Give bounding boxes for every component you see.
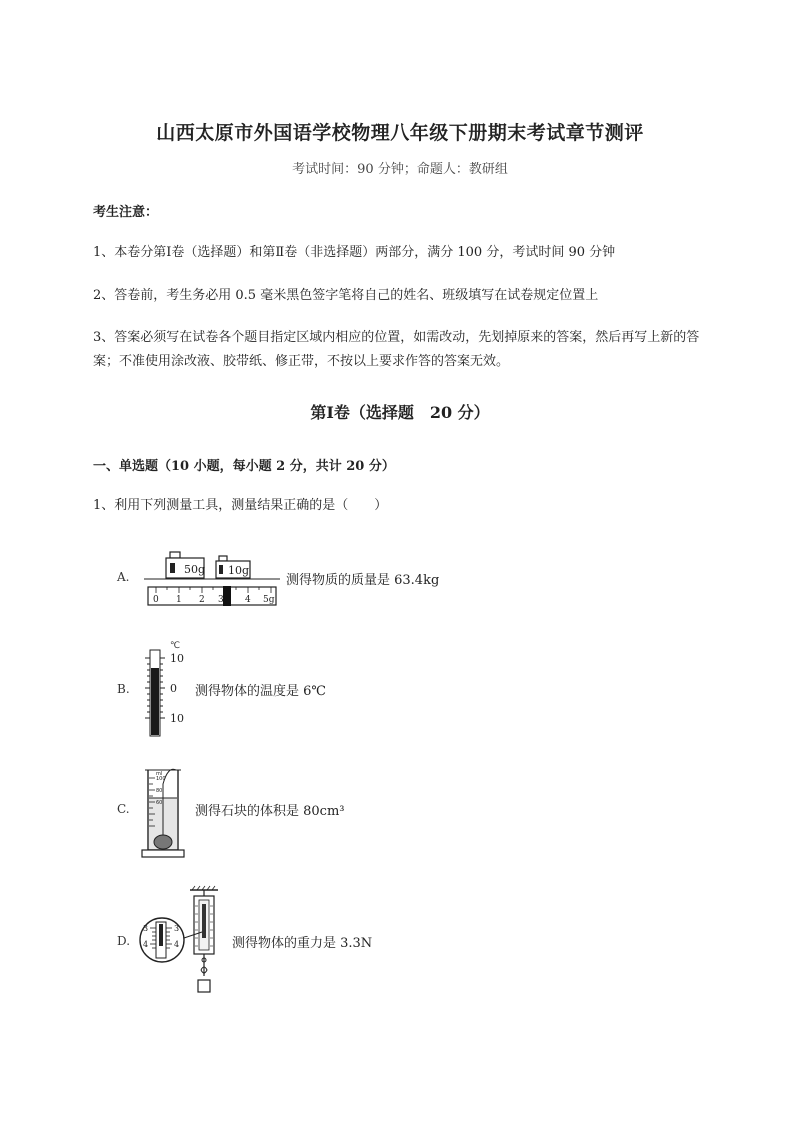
scale-tick-4: 4 — [245, 595, 251, 605]
mercury-column-icon — [151, 668, 159, 735]
section-title: 第Ⅰ卷（选择题 20 分） — [310, 403, 490, 422]
exam-subtitle: 考试时间：90 分钟；命题人：教研组 — [292, 162, 508, 177]
cylinder-tick-80: 80 — [156, 788, 163, 794]
spring-tick-4-right: 4 — [174, 940, 180, 949]
weight-50g-label: 50g — [184, 563, 206, 576]
weight-10g-label: 10g — [228, 564, 250, 577]
option-b-text: 测得物体的温度是 6℃ — [195, 684, 326, 699]
thermometer-figure — [140, 638, 192, 738]
option-a-letter: A. — [117, 570, 130, 584]
thermo-tick-bottom: 10 — [170, 712, 184, 725]
magnifier-icon — [140, 918, 184, 962]
spring-tick-3-right: 3 — [174, 924, 180, 933]
balance-rider-icon — [223, 586, 231, 606]
cylinder-tick-100: 100 — [156, 776, 166, 782]
spring-tick-3-left: 3 — [143, 924, 149, 933]
option-d-letter: D. — [117, 934, 131, 948]
balance-figure — [144, 548, 280, 610]
option-c-letter: C. — [117, 802, 130, 816]
scale-tick-0: 0 — [153, 595, 159, 605]
part-heading: 一、单选题（10 小题，每小题 2 分，共计 20 分） — [93, 459, 395, 474]
cylinder-figure — [140, 764, 190, 860]
question-stem: 1、利用下列测量工具，测量结果正确的是（ ） — [93, 498, 388, 513]
hanging-block-icon — [198, 980, 210, 992]
stone-icon — [154, 835, 172, 849]
option-a-text: 测得物质的质量是 63.4kg — [286, 573, 440, 588]
weight-50g-icon — [166, 552, 205, 578]
thermo-tick-top: 10 — [170, 652, 184, 665]
cylinder-unit: ml — [156, 771, 163, 777]
scale-tick-5: 5g — [263, 595, 275, 605]
spring-tick-4-left: 4 — [143, 940, 149, 949]
ceiling-mount-icon — [190, 886, 218, 896]
option-d-text: 测得物体的重力是 3.3N — [232, 936, 373, 951]
scale-tick-1: 1 — [176, 595, 182, 605]
scale-tick-3: 3 — [218, 595, 224, 605]
notice-item-2: 2、答卷前，考生务必用 0.5 毫米黑色签字笔将自己的姓名、班级填写在试卷规定位置上 — [93, 288, 599, 303]
thermo-tick-mid: 0 — [170, 682, 177, 695]
weight-10g-icon — [216, 556, 250, 578]
notice-heading: 考生注意： — [93, 205, 159, 220]
spring-scale-figure — [136, 884, 230, 1000]
cylinder-tick-60: 60 — [156, 800, 163, 806]
notice-item-1: 1、本卷分第Ⅰ卷（选择题）和第Ⅱ卷（非选择题）两部分，满分 100 分，考试时间 90 分钟 — [93, 245, 616, 260]
notice-item-3: 3、答案必须写在试卷各个题目指定区域内相应的位置，如需改动，先划掉原来的答案，然后再写上新的答案；不准使用涂改液、胶带纸、修正带，不按以上要求作答的答案无效。 — [93, 330, 700, 369]
exam-title: 山西太原市外国语学校物理八年级下册期末考试章节测评 — [156, 122, 644, 144]
scale-tick-2: 2 — [199, 595, 205, 605]
option-c-text: 测得石块的体积是 80cm³ — [195, 804, 345, 819]
thermometer-unit: ℃ — [170, 641, 181, 651]
option-b-letter: B. — [117, 682, 130, 696]
